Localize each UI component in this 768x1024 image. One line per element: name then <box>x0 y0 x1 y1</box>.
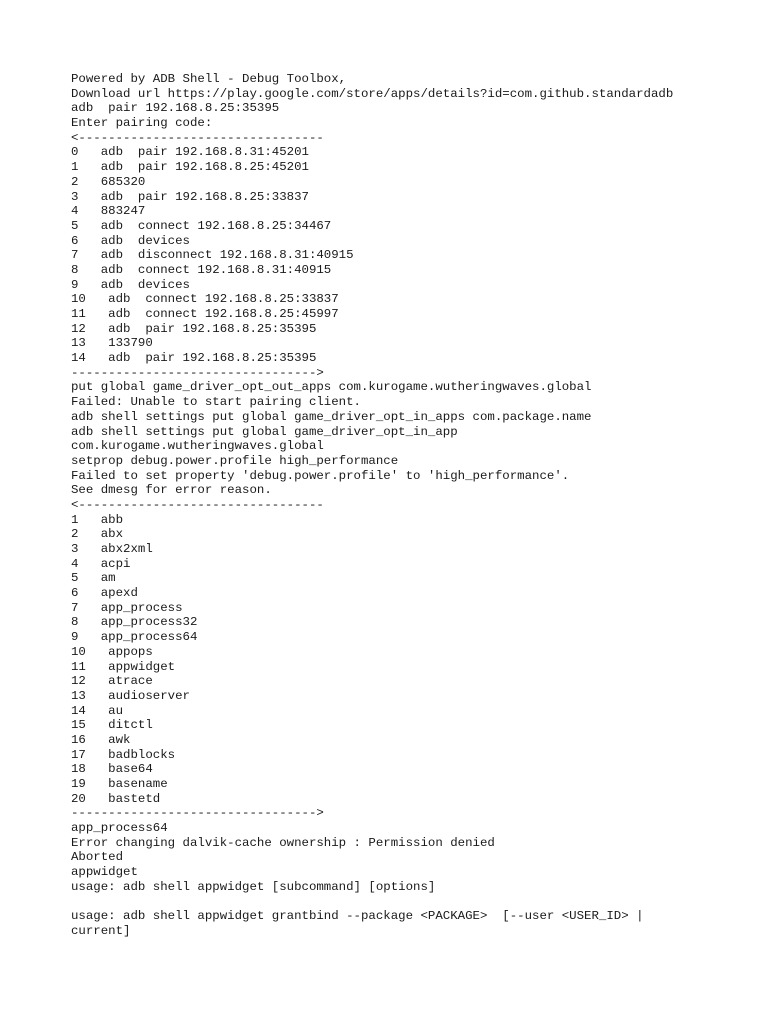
terminal-line: Failed to set property 'debug.power.profile' to 'high_performance'. <box>71 468 570 483</box>
terminal-line: usage: adb shell appwidget grantbind --package <PACKAGE> [--user <USER_ID> | <box>71 909 644 924</box>
terminal-line: 18 base64 <box>71 762 153 777</box>
terminal-line <box>71 895 751 910</box>
terminal-line: 19 basename <box>71 777 168 791</box>
terminal-line: 13 133790 <box>71 336 153 351</box>
terminal-line: 8 app_process32 <box>71 615 198 630</box>
terminal-line: usage: adb shell appwidget [subcommand] [options] <box>71 879 436 894</box>
terminal-line: com.kurogame.wutheringwaves.global <box>71 439 324 454</box>
terminal-line: adb shell settings put global game_driver_opt_in_apps com.package.name <box>71 409 592 424</box>
terminal-line: 4 883247 <box>71 204 146 219</box>
terminal-line: 2 685320 <box>71 174 146 189</box>
terminal-line: 6 apexd <box>71 586 138 601</box>
terminal-line: Error changing dalvik-cache ownership : Permission denied <box>71 835 495 850</box>
terminal-line: setprop debug.power.profile high_performance <box>71 453 399 468</box>
terminal-line: 9 app_process64 <box>71 630 198 645</box>
terminal-line: 14 adb pair 192.168.8.25:35395 <box>71 351 317 366</box>
terminal-line: ---------------------------------> <box>71 365 324 380</box>
terminal-output <box>71 72 751 939</box>
terminal-line: Enter pairing code: <box>71 116 213 131</box>
terminal-line: adb pair 192.168.8.25:35395 <box>71 101 280 116</box>
terminal-line: 17 badblocks <box>71 747 176 762</box>
terminal-line: 15 ditctl <box>71 718 153 733</box>
terminal-line: 7 adb disconnect 192.168.8.31:40915 <box>71 248 354 263</box>
terminal-line: 13 audioserver <box>71 688 190 703</box>
terminal-line: Download url https://play.google.com/store/apps/details?id=com.github.standardadb <box>71 86 674 101</box>
terminal-line: 3 adb pair 192.168.8.25:33837 <box>71 189 309 204</box>
terminal-line: 9 adb devices <box>71 277 190 292</box>
terminal-line: 16 awk <box>71 732 131 747</box>
terminal-line: 12 adb pair 192.168.8.25:35395 <box>71 321 317 336</box>
terminal-line: ---------------------------------> <box>71 806 324 821</box>
terminal-line: 4 acpi <box>71 556 131 571</box>
terminal-line: 12 atrace <box>71 674 153 689</box>
terminal-line: 8 adb connect 192.168.8.31:40915 <box>71 262 332 277</box>
terminal-line: Aborted <box>71 850 124 865</box>
terminal-line: put global game_driver_opt_out_apps com.kurogame.wutheringwaves.global <box>71 380 592 395</box>
terminal-line: 11 appwidget <box>71 659 176 674</box>
terminal-line: adb shell settings put global game_driver_opt_in_app <box>71 424 458 439</box>
terminal-line: appwidget <box>71 865 138 880</box>
terminal-line: 10 adb connect 192.168.8.25:33837 <box>71 292 339 307</box>
terminal-line: <--------------------------------- <box>71 130 324 145</box>
terminal-line: 11 adb connect 192.168.8.25:45997 <box>71 307 339 321</box>
terminal-line: 5 am <box>71 571 116 586</box>
terminal-line: 0 adb pair 192.168.8.31:45201 <box>71 145 309 160</box>
terminal-line: 14 au <box>71 703 124 718</box>
terminal-line: current] <box>71 923 131 938</box>
terminal-line: 6 adb devices <box>71 233 190 248</box>
terminal-line: 5 adb connect 192.168.8.25:34467 <box>71 218 332 233</box>
terminal-line: 10 appops <box>71 644 153 659</box>
terminal-line: <--------------------------------- <box>71 497 324 512</box>
terminal-line: 2 abx <box>71 527 124 542</box>
terminal-line: 1 abb <box>71 512 124 527</box>
terminal-line: Failed: Unable to start pairing client. <box>71 395 361 410</box>
terminal-line: Powered by ADB Shell - Debug Toolbox, <box>71 72 347 86</box>
terminal-line: 7 app_process <box>71 600 183 615</box>
terminal-line: 3 abx2xml <box>71 542 153 556</box>
terminal-line: app_process64 <box>71 821 168 836</box>
terminal-line: 20 bastetd <box>71 791 161 806</box>
terminal-line: 1 adb pair 192.168.8.25:45201 <box>71 160 309 175</box>
terminal-line: See dmesg for error reason. <box>71 483 272 498</box>
